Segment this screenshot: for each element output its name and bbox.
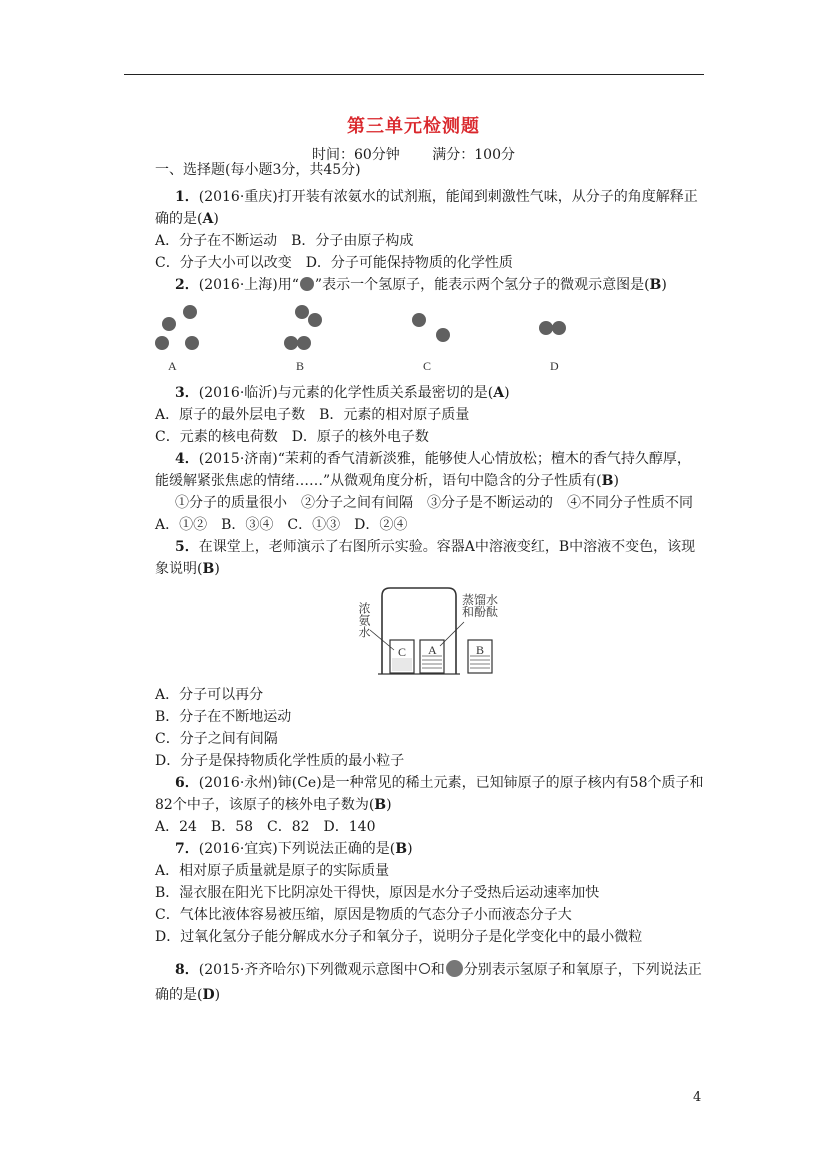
phenolphthalein-label: 和酚酞 [462, 605, 499, 619]
question-text: (2016·永州)铈(Ce)是一种常见的稀土元素，已知铈原子的原子核内有58个质子和 [198, 775, 704, 791]
question-text: ) [214, 561, 220, 577]
question-8-line-1 [175, 960, 702, 980]
question-6-line-2 [155, 795, 392, 815]
answer: B [649, 277, 662, 293]
question-5-apparatus-figure [352, 584, 502, 680]
question-number: 7． [175, 841, 199, 857]
question-number: 3． [175, 385, 199, 401]
beaker-c-label: C [398, 645, 407, 659]
figure-label-b: B [296, 359, 305, 373]
question-text: (2016·上海)用“ [198, 277, 299, 293]
question-3-option-row: A．原子的最外层电子数 B．元素的相对原子质量 [155, 407, 470, 423]
atom-a1 [162, 317, 176, 331]
atom-b4 [297, 336, 311, 350]
question-text: ) [407, 841, 413, 857]
exam-time: 时间：60分钟 [311, 147, 400, 163]
question-2-figure [140, 298, 600, 378]
header-rule [124, 74, 704, 75]
question-2-line [175, 275, 667, 295]
question-7-option: B．湿衣服在阳光下比阴凉处干得快，原因是水分子受热后运动速率加快 [155, 885, 600, 901]
question-1-line-1 [175, 187, 698, 207]
hydrogen-atom-icon [419, 963, 430, 974]
answer: A [202, 211, 214, 227]
question-6-line-1 [175, 773, 704, 793]
question-3-option-row: C．元素的核电荷数 D．原子的核外电子数 [155, 429, 429, 445]
beaker-a-label: A [428, 643, 437, 657]
atom-d2 [552, 321, 566, 335]
question-5-option: D．分子是保持物质化学性质的最小粒子 [155, 753, 405, 769]
oxygen-atom-icon [446, 960, 463, 977]
figure-label-a: A [168, 359, 177, 373]
answer: B [395, 841, 408, 857]
question-text: ) [613, 473, 619, 489]
atom-d1 [539, 321, 553, 335]
question-6-options: A．24 B．58 C．82 D．140 [155, 819, 376, 835]
question-text: ) [661, 277, 667, 293]
distilled-water-label: 蒸馏水 [462, 593, 499, 607]
question-text: 确的是( [155, 987, 203, 1003]
question-text: ) [504, 385, 510, 401]
question-4-line-1 [175, 449, 691, 469]
question-text: 和 [430, 962, 445, 978]
atom-b1 [295, 305, 309, 319]
question-7-option: C．气体比液体容易被压缩，原因是物质的气态分子小而液态分子大 [155, 907, 572, 923]
hydrogen-atom-icon [300, 277, 314, 291]
beaker-b-label: B [476, 643, 485, 657]
question-5-option: B．分子在不断地运动 [155, 709, 292, 725]
page-number: 4 [693, 1090, 702, 1105]
question-text: ) [213, 211, 219, 227]
question-text: (2016·宜宾)下列说法正确的是( [198, 841, 396, 857]
exam-info [0, 144, 827, 164]
atom-a2 [183, 305, 197, 319]
question-7-option: D．过氧化氢分子能分解成水分子和氧分子，说明分子是化学变化中的最小微粒 [155, 929, 643, 945]
concentrated-ammonia-label: 浓氨水 [357, 602, 371, 638]
answer: B [202, 561, 215, 577]
question-1-line-2 [155, 209, 219, 229]
question-text: (2015·济南)“茉莉的香气清新淡雅，能够使人心情放松；檀木的香气持久醇厚， [198, 451, 691, 467]
question-5-option: A．分子可以再分 [155, 687, 264, 703]
answer: D [202, 987, 215, 1003]
question-number: 5． [175, 539, 199, 555]
question-5-option: C．分子之间有间隔 [155, 731, 278, 747]
question-text: (2015·齐齐哈尔)下列微观示意图中 [198, 962, 418, 978]
figure-label-c: C [423, 359, 432, 373]
question-number: 2． [175, 277, 199, 293]
question-5-line-2 [155, 559, 220, 579]
answer: B [374, 797, 387, 813]
question-number: 1． [175, 189, 199, 205]
question-number: 8． [175, 962, 199, 978]
question-text: 能缓解紧张焦虑的情绪……”从微观角度分析，语句中隐含的分子性质有( [155, 473, 602, 489]
question-text: 分别表示氢原子和氧原子，下列说法正 [463, 962, 702, 978]
figure-label-d: D [550, 359, 559, 373]
page-title: 第三单元检测题 [347, 116, 480, 137]
atom-b2 [308, 313, 322, 327]
atom-c2 [436, 328, 450, 342]
question-text: 82个中子，该原子的核外电子数为( [155, 797, 375, 813]
atom-c1 [412, 313, 426, 327]
question-3-line [175, 383, 510, 403]
exam-score: 满分：100分 [432, 147, 515, 163]
section-heading: 一、选择题(每小题3分，共45分) [155, 162, 361, 178]
question-5-line-1 [175, 537, 695, 557]
question-4-statements: ①分子的质量很小 ②分子之间有间隔 ③分子是不断运动的 ④不同分子性质不同 [175, 495, 693, 511]
question-1-option-row: A．分子在不断运动 B．分子由原子构成 [155, 233, 414, 249]
question-number: 6． [175, 775, 199, 791]
atom-b3 [284, 336, 298, 350]
answer: B [601, 473, 614, 489]
question-4-line-2 [155, 471, 619, 491]
question-1-option-row: C．分子大小可以改变 D．分子可能保持物质的化学性质 [155, 255, 513, 271]
question-text: 在课堂上，老师演示了右图所示实验。容器A中溶液变红，B中溶液不变色，该现 [198, 539, 696, 555]
atom-a3 [155, 336, 169, 350]
question-text: (2016·临沂)与元素的化学性质关系最密切的是( [198, 385, 494, 401]
question-text: ”表示一个氢原子，能表示两个氢分子的微观示意图是( [314, 277, 650, 293]
question-text: (2016·重庆)打开装有浓氨水的试剂瓶，能闻到刺激性气味，从分子的角度解释正 [198, 189, 698, 205]
question-text: ) [386, 797, 392, 813]
question-4-options: A．①② B．③④ C．①③ D．②④ [155, 517, 408, 533]
question-text: ) [214, 987, 221, 1003]
question-number: 4． [175, 451, 199, 467]
atom-a4 [185, 336, 199, 350]
answer: A [493, 385, 505, 401]
question-7-option: A．相对原子质量就是原子的实际质量 [155, 863, 390, 879]
question-8-line-2 [155, 985, 220, 1005]
question-7-line [175, 839, 413, 859]
question-text: 象说明( [155, 561, 203, 577]
question-text: 确的是( [155, 211, 203, 227]
